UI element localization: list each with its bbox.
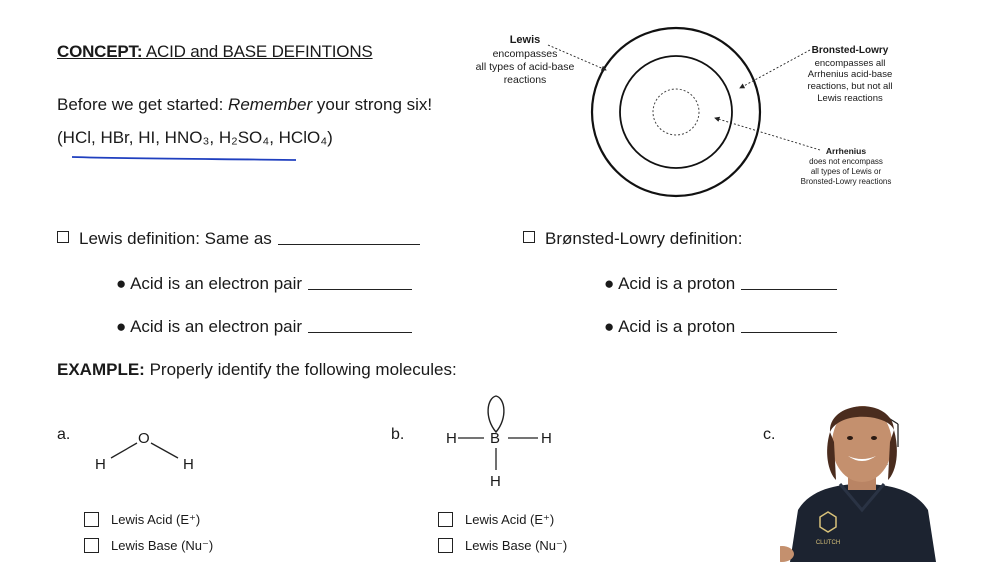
bronsted-bullet-blank[interactable] [741, 275, 837, 290]
intro-after: your strong six! [312, 95, 433, 114]
option-a-lewis-base[interactable] [84, 538, 213, 554]
molecule-c-label: c. [763, 426, 776, 443]
lewis-definition-label: Lewis definition: Same as [79, 229, 272, 248]
lewis-annotation-line: all types of acid-base [475, 60, 575, 73]
bronsted-definition-label: Brønsted-Lowry definition: [545, 229, 743, 248]
arrhenius-annotation-title: Arrhenius [825, 146, 867, 156]
option-b-lewis-base-checkbox[interactable] [438, 538, 453, 553]
bronsted-annotation-title: Bronsted-Lowry [811, 45, 889, 56]
bh3-boron: B [490, 430, 501, 447]
bronsted-bullet-2: ● Acid is a proton [604, 317, 837, 337]
option-a-lewis-acid-checkbox[interactable] [84, 512, 99, 527]
water-hydrogen-right: H [183, 456, 194, 473]
bronsted-annotation-line: Lewis reactions [817, 93, 883, 105]
bronsted-bullet-1: ● Acid is a proton [604, 274, 837, 294]
bronsted-bullet-blank[interactable] [741, 318, 837, 333]
option-label: Lewis Acid (E⁺) [465, 512, 555, 527]
arrhenius-annotation-line: Bronsted-Lowry reactions [800, 177, 892, 186]
arrhenius-circle [653, 89, 699, 135]
option-b-lewis-base[interactable] [438, 538, 567, 554]
water-hydrogen-left: H [95, 456, 106, 473]
arrhenius-annotation-line: all types of Lewis or [810, 167, 882, 176]
bronsted-bullet-text: Acid is a proton [618, 317, 736, 336]
arrhenius-annotation-line: does not encompass [809, 157, 883, 166]
arrhenius-annotation [796, 146, 896, 187]
bh3-hydrogen-right: H [541, 430, 552, 447]
intro-remember: Remember [228, 95, 313, 114]
lewis-annotation-line: reactions [503, 74, 547, 86]
water-oxygen: O [138, 430, 150, 447]
lewis-bullet-blank[interactable] [308, 275, 412, 290]
lewis-annotation [466, 34, 584, 87]
option-label: Lewis Base (Nu⁻) [111, 538, 214, 553]
intro-line [57, 95, 432, 115]
bronsted-annotation-line: encompasses all [814, 57, 886, 69]
bronsted-circle [620, 56, 732, 168]
lewis-bullet-text: Acid is an electron pair [130, 274, 303, 293]
bronsted-annotation-line: reactions, but not all [807, 81, 893, 93]
example-prefix: EXAMPLE: [57, 360, 145, 379]
option-b-lewis-acid[interactable] [438, 512, 554, 528]
bronsted-definition [523, 229, 742, 249]
bronsted-annotation [796, 45, 904, 105]
lewis-bullet-1: ● Acid is an electron pair [116, 274, 412, 294]
option-label: Lewis Acid (E⁺) [111, 512, 201, 527]
bronsted-annotation-line: Arrhenius acid-base [807, 69, 893, 81]
option-a-lewis-base-checkbox[interactable] [84, 538, 99, 553]
example-text: Properly identify the following molecules: [144, 360, 457, 379]
lewis-annotation-line: encompasses [492, 47, 558, 60]
lewis-circle [592, 28, 760, 196]
concept-title [57, 42, 373, 62]
blue-underline [60, 150, 310, 170]
lewis-definition-blank[interactable] [278, 230, 420, 245]
presenter-shirt-text: CLUTCH [815, 540, 841, 546]
option-label: Lewis Base (Nu⁻) [465, 538, 568, 553]
empty-orbital-lobe [488, 396, 504, 432]
strong-acids-list: (HCl, HBr, HI, HNO₃, H₂SO₄, HClO₄) [57, 128, 333, 147]
concept-title-text: ACID and BASE DEFINTIONS [142, 42, 373, 61]
concept-prefix: CONCEPT: [57, 42, 143, 61]
presenter-shirt [790, 484, 936, 562]
lewis-annotation-title: Lewis [509, 34, 541, 46]
option-a-lewis-acid[interactable] [84, 512, 200, 528]
option-b-lewis-acid-checkbox[interactable] [438, 512, 453, 527]
bronsted-bullet-text: Acid is a proton [618, 274, 736, 293]
molecule-b-label: b. [391, 426, 405, 443]
lewis-bullet-2: ● Acid is an electron pair [116, 317, 412, 337]
lewis-definition-checkbox[interactable] [57, 231, 69, 243]
intro-before: Before we get started: [57, 95, 229, 114]
bh3-hydrogen-bottom: H [490, 473, 501, 490]
bh3-hydrogen-left: H [446, 430, 457, 447]
presenter-video [780, 392, 945, 562]
lewis-bullet-blank[interactable] [308, 318, 412, 333]
bronsted-definition-checkbox[interactable] [523, 231, 535, 243]
example-heading [57, 360, 457, 380]
lewis-definition [57, 229, 420, 249]
lewis-bullet-text: Acid is an electron pair [130, 317, 303, 336]
molecule-a-label: a. [57, 426, 71, 443]
